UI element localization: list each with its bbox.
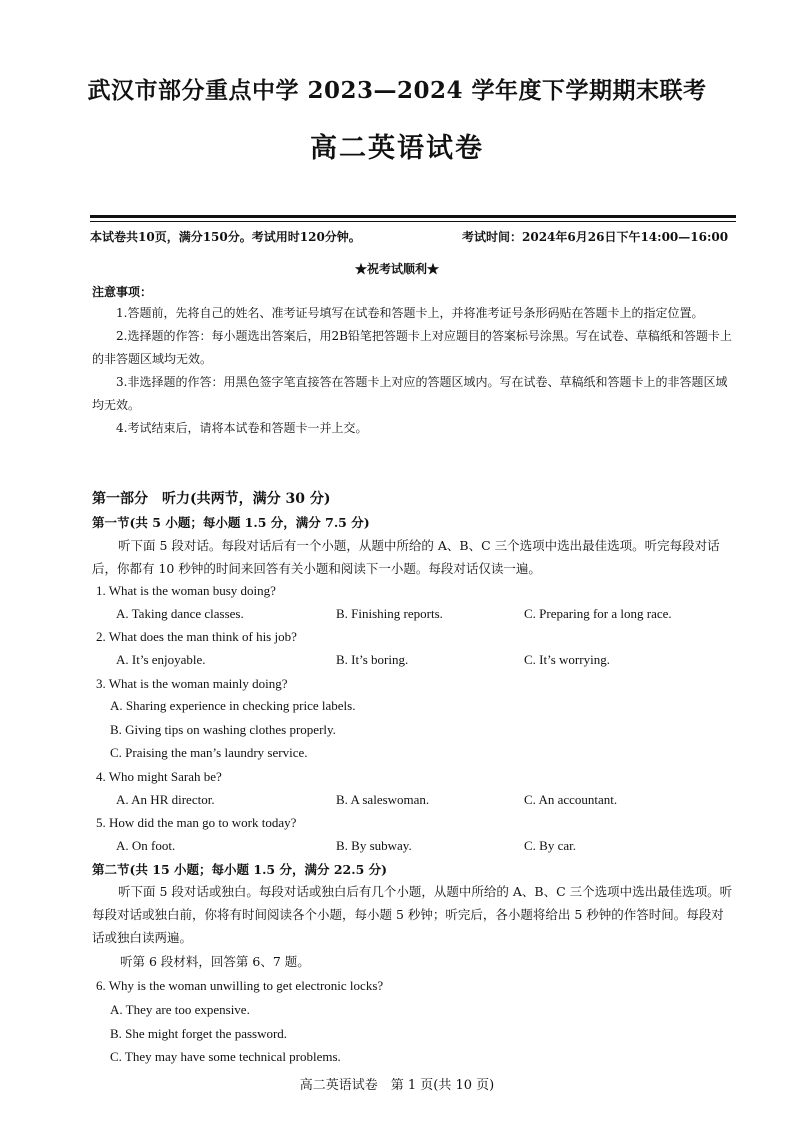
- option-c: C. By car.: [524, 838, 576, 853]
- option-b: B. Finishing reports.: [336, 606, 443, 621]
- option-b: B. By subway.: [336, 838, 412, 853]
- notice-item: 3.非选择题的作答：用黑色签字笔直接答在答题卡上对应的答题区域内。写在试卷、草稿纸和答题卡上的非答题区域均无效。: [92, 375, 728, 412]
- option-b: B. Giving tips on washing clothes properly.: [110, 722, 336, 737]
- question-stem: 6. Why is the woman unwilling to get electronic locks?: [96, 978, 384, 993]
- question-stem: 3. What is the woman mainly doing?: [96, 676, 288, 691]
- option-c: C. Praising the man’s laundry service.: [110, 745, 308, 760]
- good-luck-banner: ★祝考试顺利★: [354, 262, 439, 276]
- option-c: C. Preparing for a long race.: [524, 606, 672, 621]
- section1-instruction: 听下面 5 段对话。每段对话后有一个小题，从题中所给的 A、B、C 三个选项中选出最佳选项。听完每段对话后，你都有 10 秒钟的时间来回答有关小题和阅读下一小题。每段对话仅读一遍。: [92, 538, 720, 576]
- question-stem: 1. What is the woman busy doing?: [96, 583, 276, 598]
- option-a: A. It’s enjoyable.: [116, 652, 206, 667]
- question-stem: 5. How did the man go to work today?: [96, 815, 297, 830]
- question-stem: 2. What does the man think of his job?: [96, 629, 297, 644]
- question-stem: 4. Who might Sarah be?: [96, 769, 222, 784]
- section2-instruction: 听下面 5 段对话或独白。每段对话或独白后有几个小题，从题中所给的 A、B、C 三个选项中选出最佳选项。听每段对话或独白前，你将有时间阅读各个小题，每小题 5 秒钟；听完后，各小题将给出 5 秒钟的作答时间。每段对话或独白读两遍。: [92, 884, 733, 945]
- page-footer: 高二英语试卷 第 1 页(共 10 页): [299, 1078, 495, 1093]
- notice-item: 2.选择题的作答：每小题选出答案后，用2B铅笔把答题卡上对应题目的答案标号涂黑。写在试卷、草稿纸和答题卡上的非答题区域均无效。: [92, 329, 732, 366]
- option-b: B. It’s boring.: [336, 652, 409, 667]
- option-b: B. She might forget the password.: [110, 1026, 288, 1041]
- notice-item: 1.答题前，先将自己的姓名、准考证号填写在试卷和答题卡上，并将准考证号条形码贴在答题卡上的指定位置。: [116, 306, 704, 320]
- exam-info-left: 本试卷共10页，满分150分。考试用时120分钟。: [90, 230, 361, 244]
- option-c: C. It’s worrying.: [524, 652, 610, 667]
- option-b: B. A saleswoman.: [336, 792, 430, 807]
- material-note: 听第 6 段材料，回答第 6、7 题。: [120, 954, 310, 969]
- exam-info-right: 考试时间：2024年6月26日下午14:00—16:00: [462, 230, 729, 244]
- section2-title: 第二节(共 15 小题；每小题 1.5 分，满分 22.5 分): [92, 862, 388, 877]
- part1-title: 第一部分 听力(共两节，满分 30 分): [92, 491, 331, 507]
- exam-title: 武汉市部分重点中学 2023—2024 学年度下学期期末联考: [87, 77, 707, 104]
- option-a: A. Sharing experience in checking price labels.: [110, 698, 356, 713]
- option-a: A. Taking dance classes.: [116, 606, 244, 621]
- header-rule-thin: [90, 221, 736, 222]
- notice-list: [92, 302, 734, 440]
- section1-title: 第一节(共 5 小题；每小题 1.5 分，满分 7.5 分): [92, 515, 370, 530]
- notice-item: 4.考试结束后，请将本试卷和答题卡一并上交。: [116, 421, 368, 435]
- notice-heading: 注意事项：: [92, 285, 153, 299]
- exam-subtitle: 高二英语试卷: [310, 133, 484, 164]
- option-c: C. They may have some technical problems.: [110, 1049, 341, 1064]
- header-rule-thick: [90, 215, 736, 218]
- option-a: A. An HR director.: [116, 792, 215, 807]
- option-a: A. They are too expensive.: [110, 1002, 250, 1017]
- option-a: A. On foot.: [116, 838, 176, 853]
- option-c: C. An accountant.: [524, 792, 618, 807]
